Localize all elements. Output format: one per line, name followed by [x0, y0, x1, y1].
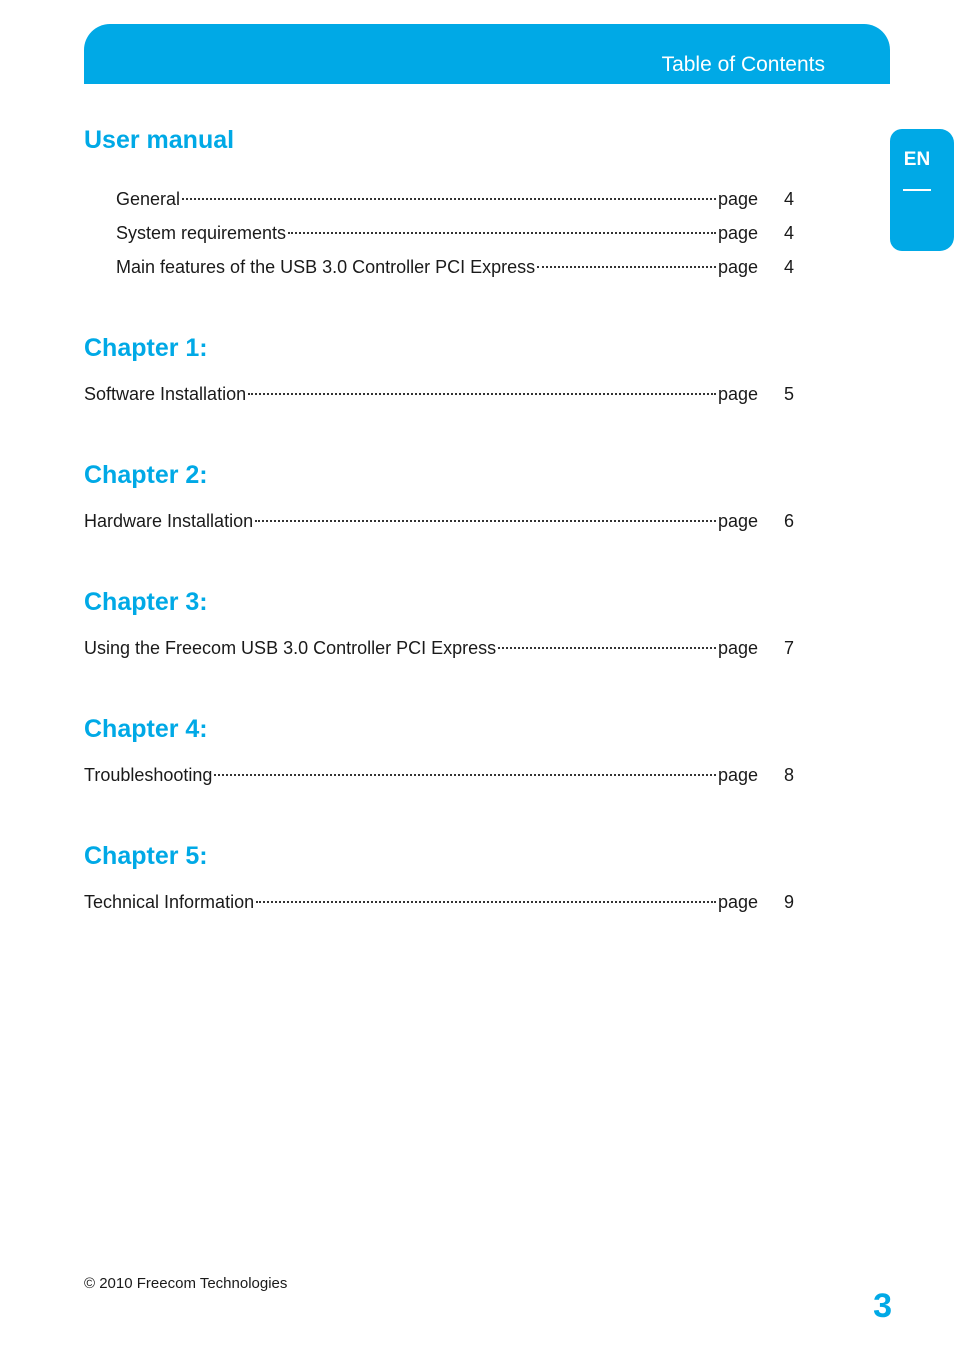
toc-entry[interactable]	[116, 186, 794, 212]
toc-entry-title: System requirements	[116, 223, 287, 243]
toc-page-word: page	[718, 765, 759, 785]
toc-entry[interactable]	[84, 381, 794, 407]
dot-leader	[256, 900, 716, 903]
toc-entry[interactable]	[116, 254, 794, 280]
section-heading-chapter-4: Chapter 4:	[84, 715, 208, 743]
toc-entry[interactable]	[116, 220, 794, 246]
section-heading-chapter-3: Chapter 3:	[84, 588, 208, 616]
toc-page-word: page	[718, 638, 759, 658]
language-label: EN	[903, 149, 931, 170]
toc-page-number: 5	[783, 384, 794, 404]
dot-leader	[288, 231, 716, 234]
toc-entry[interactable]	[84, 635, 794, 661]
toc-entry-title: Software Installation	[84, 384, 247, 404]
dot-leader	[498, 646, 716, 649]
toc-page-word: page	[718, 511, 759, 531]
toc-entry[interactable]	[84, 508, 794, 534]
toc-entry-title: Troubleshooting	[84, 765, 213, 785]
language-divider	[903, 189, 931, 191]
toc-entry-title: General	[116, 189, 181, 209]
section-heading-chapter-1: Chapter 1:	[84, 334, 208, 362]
toc-page-word: page	[718, 384, 759, 404]
dot-leader	[255, 519, 716, 522]
dot-leader	[214, 773, 716, 776]
section-heading-chapter-2: Chapter 2:	[84, 461, 208, 489]
dot-leader	[182, 197, 716, 200]
page-number: 3	[873, 1287, 892, 1325]
dot-leader	[248, 392, 716, 395]
toc-page-number: 9	[783, 892, 794, 912]
header-bar	[84, 24, 890, 84]
toc-page-number: 4	[783, 223, 794, 243]
toc-page-number: 4	[783, 257, 794, 277]
toc-page-number: 7	[783, 638, 794, 658]
section-heading-chapter-5: Chapter 5:	[84, 842, 208, 870]
dot-leader	[537, 265, 716, 268]
toc-page-word: page	[718, 257, 759, 277]
section-heading-user-manual: User manual	[84, 126, 235, 154]
toc-entry-title: Hardware Installation	[84, 511, 254, 531]
toc-entry-title: Technical Information	[84, 892, 255, 912]
toc-entry-title: Using the Freecom USB 3.0 Controller PCI Express	[84, 638, 497, 658]
toc-entry[interactable]	[84, 889, 794, 915]
toc-page-number: 4	[783, 189, 794, 209]
toc-entry[interactable]	[84, 762, 794, 788]
toc-page-number: 8	[783, 765, 794, 785]
footer-copyright: © 2010 Freecom Technologies	[84, 1275, 288, 1292]
header-title: Table of Contents	[661, 53, 825, 76]
toc-entry-title: Main features of the USB 3.0 Controller PCI Express	[116, 257, 536, 277]
toc-page-number: 6	[783, 511, 794, 531]
toc-page-word: page	[718, 223, 759, 243]
toc-page-word: page	[718, 892, 759, 912]
language-tab[interactable]	[890, 129, 954, 251]
toc-page-word: page	[718, 189, 759, 209]
